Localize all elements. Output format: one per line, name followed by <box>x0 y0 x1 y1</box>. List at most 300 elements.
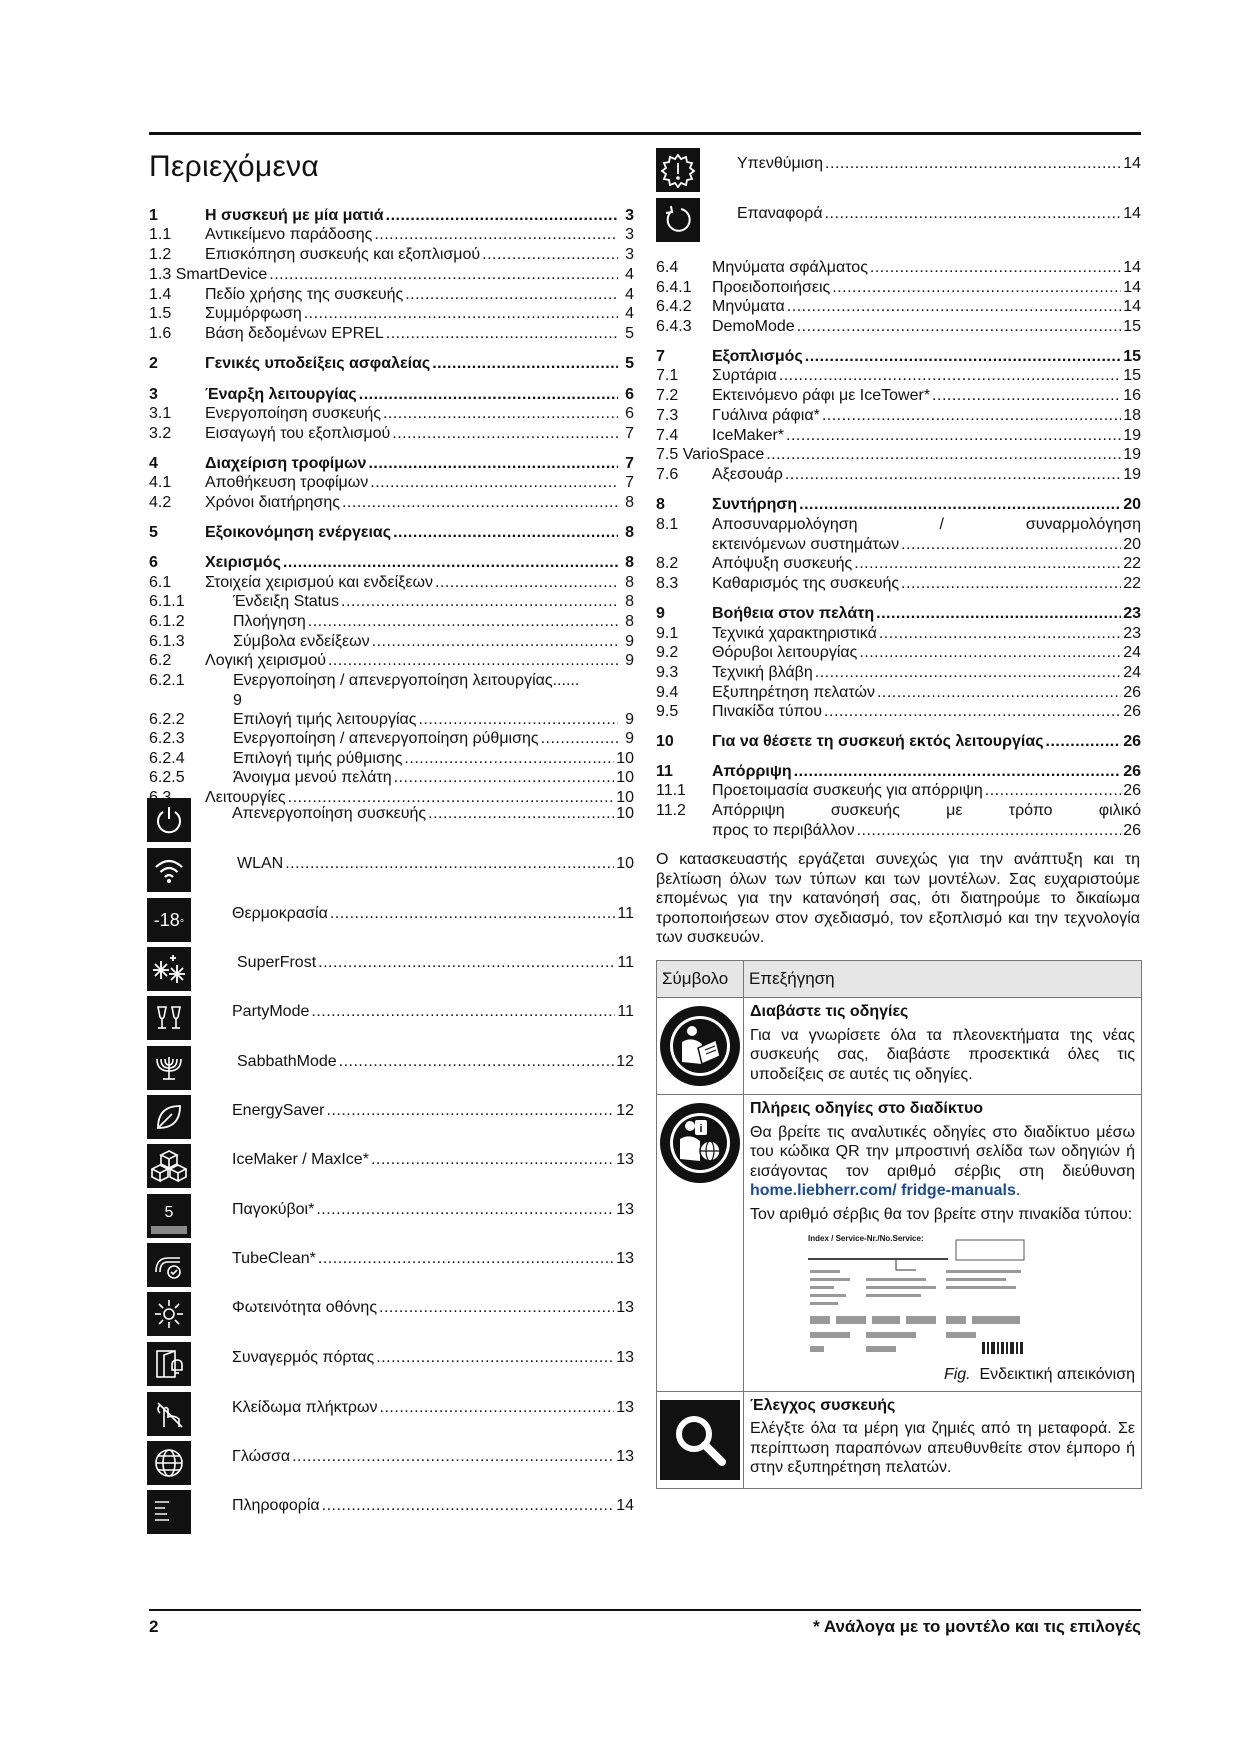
toc-title: Χειρισμός <box>205 554 281 571</box>
toc-page-number: 14 <box>1123 279 1141 296</box>
toc-page-number: 14 <box>1123 155 1141 172</box>
toc-title: Εισαγωγή του εξοπλισμού <box>205 425 391 442</box>
toc-entry[interactable] <box>149 385 634 405</box>
toc-leader-dots <box>380 1398 615 1418</box>
toc-number: 7.4 <box>656 427 679 444</box>
toc-leader-dots <box>283 553 618 573</box>
toc-title: 1.3 SmartDevice <box>149 266 268 283</box>
toc-number: 1 <box>149 207 158 224</box>
toc-page-number: 8 <box>625 613 634 630</box>
toc-number: 8.1 <box>656 516 679 533</box>
toc-entry[interactable] <box>656 643 1141 663</box>
toc-page-number: 23 <box>1123 625 1141 642</box>
toc-entry[interactable] <box>232 1150 634 1170</box>
toc-leader-dots <box>825 204 1122 224</box>
toc-page-number: 3 <box>625 226 634 243</box>
table-row <box>657 998 1142 1095</box>
toc-leader-dots <box>339 1052 615 1072</box>
toc-number: 6.1.2 <box>149 613 185 630</box>
toc-entry[interactable] <box>149 632 634 652</box>
toc-leader-dots <box>285 854 614 874</box>
top-rule <box>149 132 1141 135</box>
toc-entry[interactable] <box>656 702 1141 722</box>
toc-entry[interactable] <box>656 297 1141 317</box>
toc-title: Χρόνοι διατήρησης <box>205 494 340 511</box>
toc-leader-dots <box>392 424 618 444</box>
toc-entry[interactable] <box>656 762 1141 782</box>
toc-title: Μηνύματα <box>712 298 785 315</box>
toc-title: Παγοκύβοι* <box>232 1201 315 1218</box>
toc-page-number: 7 <box>625 474 634 491</box>
reminder-icon <box>656 148 700 192</box>
toc-leader-dots <box>859 643 1121 663</box>
toc-entry[interactable] <box>149 573 634 593</box>
toc-page-number: 11 <box>617 1003 634 1020</box>
toc-entry[interactable] <box>232 1200 634 1220</box>
toc-title: Πεδίο χρήσης της συσκευής <box>205 286 404 303</box>
toc-leader-dots <box>327 1101 615 1121</box>
toc-leader-dots: ...... <box>552 672 580 689</box>
toc-entry[interactable] <box>232 1298 634 1318</box>
toc-title: Αποθήκευση τροφίμων <box>205 474 369 491</box>
toc-page-number: 8 <box>625 574 634 591</box>
read-manual-icon <box>660 1006 740 1086</box>
toc-leader-dots <box>785 465 1121 485</box>
keylock-icon <box>147 1392 191 1436</box>
toc-title: Προειδοποιήσεις <box>712 279 831 296</box>
toc-entry[interactable] <box>149 592 634 612</box>
toc-number: 1.1 <box>149 226 172 243</box>
toc-title: Βάση δεδομένων EPREL <box>205 325 384 342</box>
toc-title: Εξοικονόμηση ενέργειας <box>205 524 392 541</box>
toc-page-number: 14 <box>1123 298 1141 315</box>
toc-leader-dots <box>418 710 618 730</box>
icemaker-icon <box>147 1144 191 1188</box>
toc-page-number: 24 <box>1123 664 1141 681</box>
toc-leader-dots <box>330 904 616 924</box>
row-text: Ελέγξτε όλα τα μέρη για ζημιές από τη μεταφορά. Σε περίπτωση παραπόνων απευθυνθείτε στον έμπορο ή στην εξυπηρέτηση πελατών. <box>750 1420 1135 1476</box>
toc-title: Επαναφορά <box>737 205 823 222</box>
superfrost-icon <box>147 947 191 991</box>
toc-entry[interactable] <box>149 749 634 769</box>
manuals-link[interactable]: home.liebherr.com/ fridge-manuals <box>750 1182 1016 1199</box>
toc-entry[interactable] <box>149 473 634 493</box>
toc-entry[interactable] <box>149 553 634 573</box>
toc-entry[interactable] <box>149 729 634 749</box>
toc-entry[interactable] <box>656 574 1141 594</box>
toc-title: Εξοπλισμός <box>712 348 803 365</box>
toc-entry[interactable] <box>149 324 634 344</box>
row-text-2: Τον αριθμό σέρβις θα τον βρείτε στην πινακίδα τύπου: <box>750 1205 1133 1223</box>
toc-page-number: 9 <box>625 730 634 747</box>
toc-number: 6.1 <box>149 574 172 591</box>
toc-entry[interactable] <box>149 651 634 671</box>
toc-leader-dots <box>342 493 618 513</box>
toc-number: 7.6 <box>656 466 679 483</box>
toc-title: Τεχνικά χαρακτηριστικά <box>712 625 877 642</box>
toc-title: Πληροφορία <box>232 1497 320 1514</box>
toc-page-number: 8 <box>625 593 634 610</box>
toc-title: Γυάλινα ράφια* <box>712 407 820 424</box>
toc-title: Συρτάρια <box>712 367 777 384</box>
toc-title: Απόψυξη συσκευής <box>712 555 853 572</box>
toc-number: 6.2.2 <box>149 711 185 728</box>
toc-page-number: 13 <box>616 1250 634 1267</box>
toc-number: 5 <box>149 524 158 541</box>
toc-entry[interactable] <box>232 804 634 824</box>
table-row: i Πλήρεις οδηγίες στο διαδίκτυο Θα βρείτε τις αναλυτικές οδηγίες στο διαδίκτυο μέσω του κώδικα QR την μπροστινή σελίδα των οδηγιών ή εισάγοντας τον αριθμό σέρβις στη διεύθυνση home.liebherr.com/ fridge-manuals. Τον αριθμό σέρβις θα τον βρείτε στην πινακίδα τύπου: Index / Service-Nr./No.Service: Fig. Ενδεικτική απεικόνιση <box>657 1095 1142 1392</box>
toc-entry[interactable] <box>737 204 1141 224</box>
toc-page-number: 15 <box>1123 367 1141 384</box>
toc-leader-dots <box>269 265 618 285</box>
toc-page-number: 20 <box>1123 496 1141 513</box>
toc-entry[interactable] <box>232 1447 634 1467</box>
toc-page-number: 26 <box>1123 763 1141 780</box>
toc-leader-dots <box>383 404 618 424</box>
toc-entry[interactable] <box>149 304 634 324</box>
toc-entry[interactable] <box>656 278 1141 298</box>
toc-page-number: 14 <box>616 1497 634 1514</box>
toc-page-number: 5 <box>625 325 634 342</box>
toc-leader-dots <box>394 768 615 788</box>
toc-page-number: 24 <box>1123 644 1141 661</box>
toc-number: 11.2 <box>656 802 686 819</box>
toc-entry[interactable] <box>232 1496 634 1516</box>
toc-leader-dots <box>901 535 1121 555</box>
toc-page-number: 3 <box>625 207 634 224</box>
toc-title: Απενεργοποίηση συσκευής <box>232 805 427 822</box>
toc-title: TubeClean* <box>232 1250 316 1267</box>
toc-entry[interactable] <box>656 465 1141 485</box>
door-alarm-icon <box>147 1342 191 1386</box>
toc-entry[interactable] <box>149 225 634 245</box>
toc-leader-dots <box>393 523 618 543</box>
toc-page-number: 26 <box>1123 703 1141 720</box>
toc-title: Φωτεινότητα οθόνης <box>232 1299 378 1316</box>
toc-page-number: 22 <box>1123 575 1141 592</box>
toc-leader-dots <box>368 454 618 474</box>
footer-note: * Ανάλογα με το μοντέλο και τις επιλογές <box>813 1617 1141 1636</box>
toc-page-number: 7 <box>625 455 634 472</box>
toc-entry[interactable] <box>656 366 1141 386</box>
toc-number: 3 <box>149 386 158 403</box>
toc-leader-dots <box>292 1447 614 1467</box>
toc-page-number: 19 <box>1123 427 1141 444</box>
toc-entry[interactable] <box>149 285 634 305</box>
toc-title: Συντήρηση <box>712 496 798 513</box>
toc-leader-dots <box>311 1002 615 1022</box>
info-icon <box>147 1490 191 1534</box>
toc-entry[interactable] <box>656 347 1141 367</box>
type-plate-illustration <box>806 1234 1026 1359</box>
page-title: Περιεχόμενα <box>149 150 320 183</box>
toc-number: 4.2 <box>149 494 172 511</box>
toc-title: Υπενθύμιση <box>737 155 824 172</box>
toc-title: Έναρξη λειτουργίας <box>205 386 357 403</box>
toc-title: IceMaker* <box>712 427 785 444</box>
toc-leader-dots <box>372 632 618 652</box>
toc-entry[interactable] <box>149 354 634 374</box>
toc-title: IceMaker / MaxIce* <box>232 1151 369 1168</box>
toc-page-number: 26 <box>1123 782 1141 799</box>
toc-entry[interactable] <box>656 445 1141 465</box>
toc-number: 10 <box>656 733 674 750</box>
toc-entry[interactable] <box>656 426 1141 446</box>
reset-icon <box>656 198 700 242</box>
toc-page-number: 8 <box>625 494 634 511</box>
partymode-icon <box>147 996 191 1040</box>
toc-page-number: 19 <box>1123 466 1141 483</box>
toc-entry[interactable] <box>149 265 634 285</box>
toc-entry[interactable] <box>656 732 1141 752</box>
toc-page-number: 20 <box>1123 536 1141 553</box>
toc-title: Απόρριψη <box>712 763 792 780</box>
toc-page-number: 4 <box>625 266 634 283</box>
toc-entry[interactable] <box>149 424 634 444</box>
toc-title: Άνοιγμα μενού πελάτη <box>233 769 392 786</box>
toc-page-number: 23 <box>1123 605 1141 622</box>
toc-title: Επιλογή τιμής ρύθμισης <box>233 750 403 767</box>
toc-leader-dots <box>779 366 1121 386</box>
toc-leader-dots <box>832 278 1121 298</box>
toc-leader-dots <box>318 1249 614 1269</box>
toc-number: 1.5 <box>149 305 172 322</box>
toc-number: 9.5 <box>656 703 679 720</box>
toc-number: 9.3 <box>656 664 679 681</box>
toc-page-number: 10 <box>616 789 634 806</box>
toc-leader-dots <box>371 1150 614 1170</box>
toc-page-number: 5 <box>625 355 634 372</box>
toc-number: 8 <box>656 496 665 513</box>
toc-page-number: 15 <box>1123 318 1141 335</box>
toc-title: Συναγερμός πόρτας <box>232 1349 375 1366</box>
toc-title: Αντικείμενο παράδοσης <box>205 226 373 243</box>
toc-page-number: 7 <box>625 425 634 442</box>
toc-leader-dots <box>376 1348 614 1368</box>
toc-entry[interactable] <box>232 1249 634 1269</box>
toc-page-number: 8 <box>625 524 634 541</box>
toc-number: 9 <box>656 605 665 622</box>
toc-entry[interactable] <box>656 386 1141 406</box>
toc-entry[interactable] <box>232 904 634 924</box>
toc-entry[interactable] <box>656 683 1141 703</box>
toc-title: Αξεσουάρ <box>712 466 783 483</box>
toc-entry[interactable] <box>232 1398 634 1418</box>
toc-entry[interactable] <box>656 317 1141 337</box>
toc-title: Λογική χειρισμού <box>205 652 326 669</box>
energysaver-icon <box>147 1095 191 1139</box>
inspect-magnifier-icon <box>660 1400 740 1480</box>
toc-number: 6.2.5 <box>149 769 185 786</box>
explanation-column-header: Επεξήγηση <box>744 961 1142 998</box>
toc-number: 11 <box>656 763 673 780</box>
toc-leader-dots <box>386 206 618 226</box>
toc-entry[interactable] <box>237 1052 634 1072</box>
toc-title-continued: προς το περιβάλλον <box>712 822 855 839</box>
wifi-icon <box>147 848 191 892</box>
toc-leader-dots <box>386 324 618 344</box>
toc-page-number: 11 <box>617 954 634 971</box>
row-heading: Διαβάστε τις οδηγίες <box>750 1003 909 1020</box>
toc-number: 1.2 <box>149 246 172 263</box>
toc-entry[interactable] <box>656 801 1141 841</box>
icecubes-icon <box>147 1194 191 1238</box>
toc-leader-dots <box>824 702 1121 722</box>
figure-caption-text: Ενδεικτική απεικόνιση <box>979 1366 1135 1383</box>
toc-leader-dots <box>815 663 1121 683</box>
toc-number: 6.1.3 <box>149 633 185 650</box>
toc-entry[interactable] <box>149 404 634 424</box>
toc-number: 6.2 <box>149 652 172 669</box>
row-heading: Έλεγχος συσκευής <box>750 1396 896 1414</box>
toc-entry[interactable] <box>656 624 1141 644</box>
toc-page-number: 9 <box>625 652 634 669</box>
toc-leader-dots <box>825 154 1121 174</box>
toc-entry[interactable] <box>656 554 1141 574</box>
toc-leader-dots <box>482 245 618 265</box>
toc-title: Ενεργοποίηση / απενεργοποίηση λειτουργίας <box>233 672 553 689</box>
toc-number: 7.1 <box>656 367 679 384</box>
toc-entry[interactable] <box>656 258 1141 278</box>
toc-title: Ενεργοποίηση συσκευής <box>205 405 381 422</box>
toc-page-number: 26 <box>1123 684 1141 701</box>
toc-title: Θόρυβοι λειτουργίας <box>712 644 858 661</box>
language-icon <box>147 1441 191 1485</box>
toc-leader-dots <box>435 573 618 593</box>
toc-leader-dots <box>1046 732 1122 752</box>
plate-service-line: Index / Service-Nr./No.Service: <box>808 1234 924 1243</box>
toc-entry[interactable] <box>149 206 634 226</box>
brightness-icon <box>147 1292 191 1336</box>
toc-entry[interactable] <box>149 710 634 730</box>
toc-page-number: 14 <box>1123 205 1141 222</box>
toc-entry[interactable] <box>656 663 1141 683</box>
toc-number: 6.4 <box>656 259 679 276</box>
figure-label: Fig. <box>943 1366 971 1383</box>
toc-page-number: 13 <box>616 1349 634 1366</box>
toc-title: 7.5 VarioSpace <box>656 446 765 463</box>
toc-title: Πλοήγηση <box>233 613 306 630</box>
toc-number: 6.4.1 <box>656 279 692 296</box>
toc-number: 6.4.3 <box>656 318 692 335</box>
toc-entry[interactable] <box>149 454 634 474</box>
toc-title: Κλείδωμα πλήκτρων <box>232 1399 378 1416</box>
toc-page-number: 6 <box>625 386 634 403</box>
toc-page-number: 16 <box>1123 387 1141 404</box>
toc-leader-dots <box>341 592 618 612</box>
toc-page-number: 13 <box>616 1448 634 1465</box>
toc-title: Θερμοκρασία <box>232 905 328 922</box>
toc-leader-dots <box>805 347 1121 367</box>
toc-leader-dots <box>876 604 1121 624</box>
toc-entry[interactable] <box>149 671 634 711</box>
toc-page-number: 9 <box>233 692 242 709</box>
toc-leader-dots <box>379 1298 614 1318</box>
toc-page-number: 18 <box>1123 407 1141 424</box>
toc-entry[interactable] <box>656 406 1141 426</box>
toc-page-number: 12 <box>616 1053 634 1070</box>
toc-page-number: 8 <box>625 554 634 571</box>
toc-entry[interactable] <box>656 781 1141 801</box>
toc-leader-dots <box>787 297 1121 317</box>
toc-page-number: 22 <box>1123 555 1141 572</box>
toc-entry[interactable] <box>149 493 634 513</box>
toc-leader-dots <box>404 749 614 769</box>
toc-page-number: 13 <box>616 1399 634 1416</box>
toc-page-number: 10 <box>616 769 634 786</box>
figure-caption <box>750 1365 1135 1385</box>
row-heading: Πλήρεις οδηγίες στο διαδίκτυο <box>750 1100 984 1117</box>
toc-title: Λειτουργίες <box>205 789 286 806</box>
toc-entry[interactable] <box>232 1101 634 1121</box>
toc-entry[interactable] <box>237 854 634 874</box>
toc-leader-dots <box>854 554 1121 574</box>
toc-entry[interactable] <box>149 768 634 788</box>
toc-entry[interactable] <box>232 1002 634 1022</box>
toc-title: EnergySaver <box>232 1102 325 1119</box>
toc-number: 6.4.2 <box>656 298 692 315</box>
toc-title: Εκτεινόμενο ράφι με IceTower* <box>712 387 931 404</box>
toc-title: Συμμόρφωση <box>205 305 302 322</box>
power-icon <box>147 798 191 842</box>
toc-title: Προετοιμασία συσκευής για απόρριψη <box>712 782 983 799</box>
toc-title: Αποσυναρμολόγηση / συναρμολόγηση <box>712 516 1141 533</box>
toc-leader-dots <box>316 1200 614 1220</box>
toc-leader-dots <box>879 624 1121 644</box>
toc-page-number: 13 <box>616 1151 634 1168</box>
toc-entry[interactable] <box>237 953 634 973</box>
toc-entry[interactable] <box>149 523 634 543</box>
toc-title: WLAN <box>237 855 284 872</box>
toc-page-number: 10 <box>616 855 634 872</box>
toc-number: 8.3 <box>656 575 679 592</box>
toc-entry[interactable] <box>656 495 1141 515</box>
toc-page-number: 10 <box>616 750 634 767</box>
toc-number: 6.2.3 <box>149 730 185 747</box>
toc-page-number: 11 <box>617 905 634 922</box>
toc-page-number: 10 <box>616 805 634 822</box>
toc-number: 6 <box>149 554 158 571</box>
toc-page-number: 12 <box>616 1102 634 1119</box>
toc-page-number: 4 <box>625 305 634 322</box>
symbol-table <box>656 960 1142 1489</box>
toc-leader-dots <box>766 445 1121 465</box>
toc-page-number: 26 <box>1123 733 1141 750</box>
toc-entry[interactable] <box>737 154 1141 174</box>
toc-leader-dots <box>822 406 1121 426</box>
toc-leader-dots <box>308 612 618 632</box>
toc-leader-dots <box>797 317 1122 337</box>
toc-page-number: 13 <box>616 1299 634 1316</box>
toc-entry[interactable] <box>656 515 1141 555</box>
toc-page-number: 14 <box>1123 259 1141 276</box>
toc-number: 9.2 <box>656 644 679 661</box>
toc-leader-dots <box>857 821 1122 841</box>
toc-number: 6.2.4 <box>149 750 185 767</box>
symbol-column-header: Σύμβολο <box>657 961 744 998</box>
toc-entry[interactable] <box>232 1348 634 1368</box>
toc-title: Η συσκευή με μία ματιά <box>205 207 384 224</box>
toc-entry[interactable] <box>149 612 634 632</box>
row-text: Για να γνωρίσετε όλα τα πλεονεκτήματα της νέας συσκευής σας, διαβάστε προσεκτικά όλες τις υποδείξεις σε αυτές τις οδηγίες. <box>750 1026 1135 1083</box>
toc-number: 3.1 <box>149 405 172 422</box>
toc-entry[interactable] <box>149 245 634 265</box>
toc-number: 11.1 <box>656 782 686 799</box>
toc-leader-dots <box>870 258 1121 278</box>
toc-entry[interactable] <box>656 604 1141 624</box>
toc-page-number: 3 <box>625 246 634 263</box>
toc-title: Τεχνική βλάβη <box>712 664 813 681</box>
